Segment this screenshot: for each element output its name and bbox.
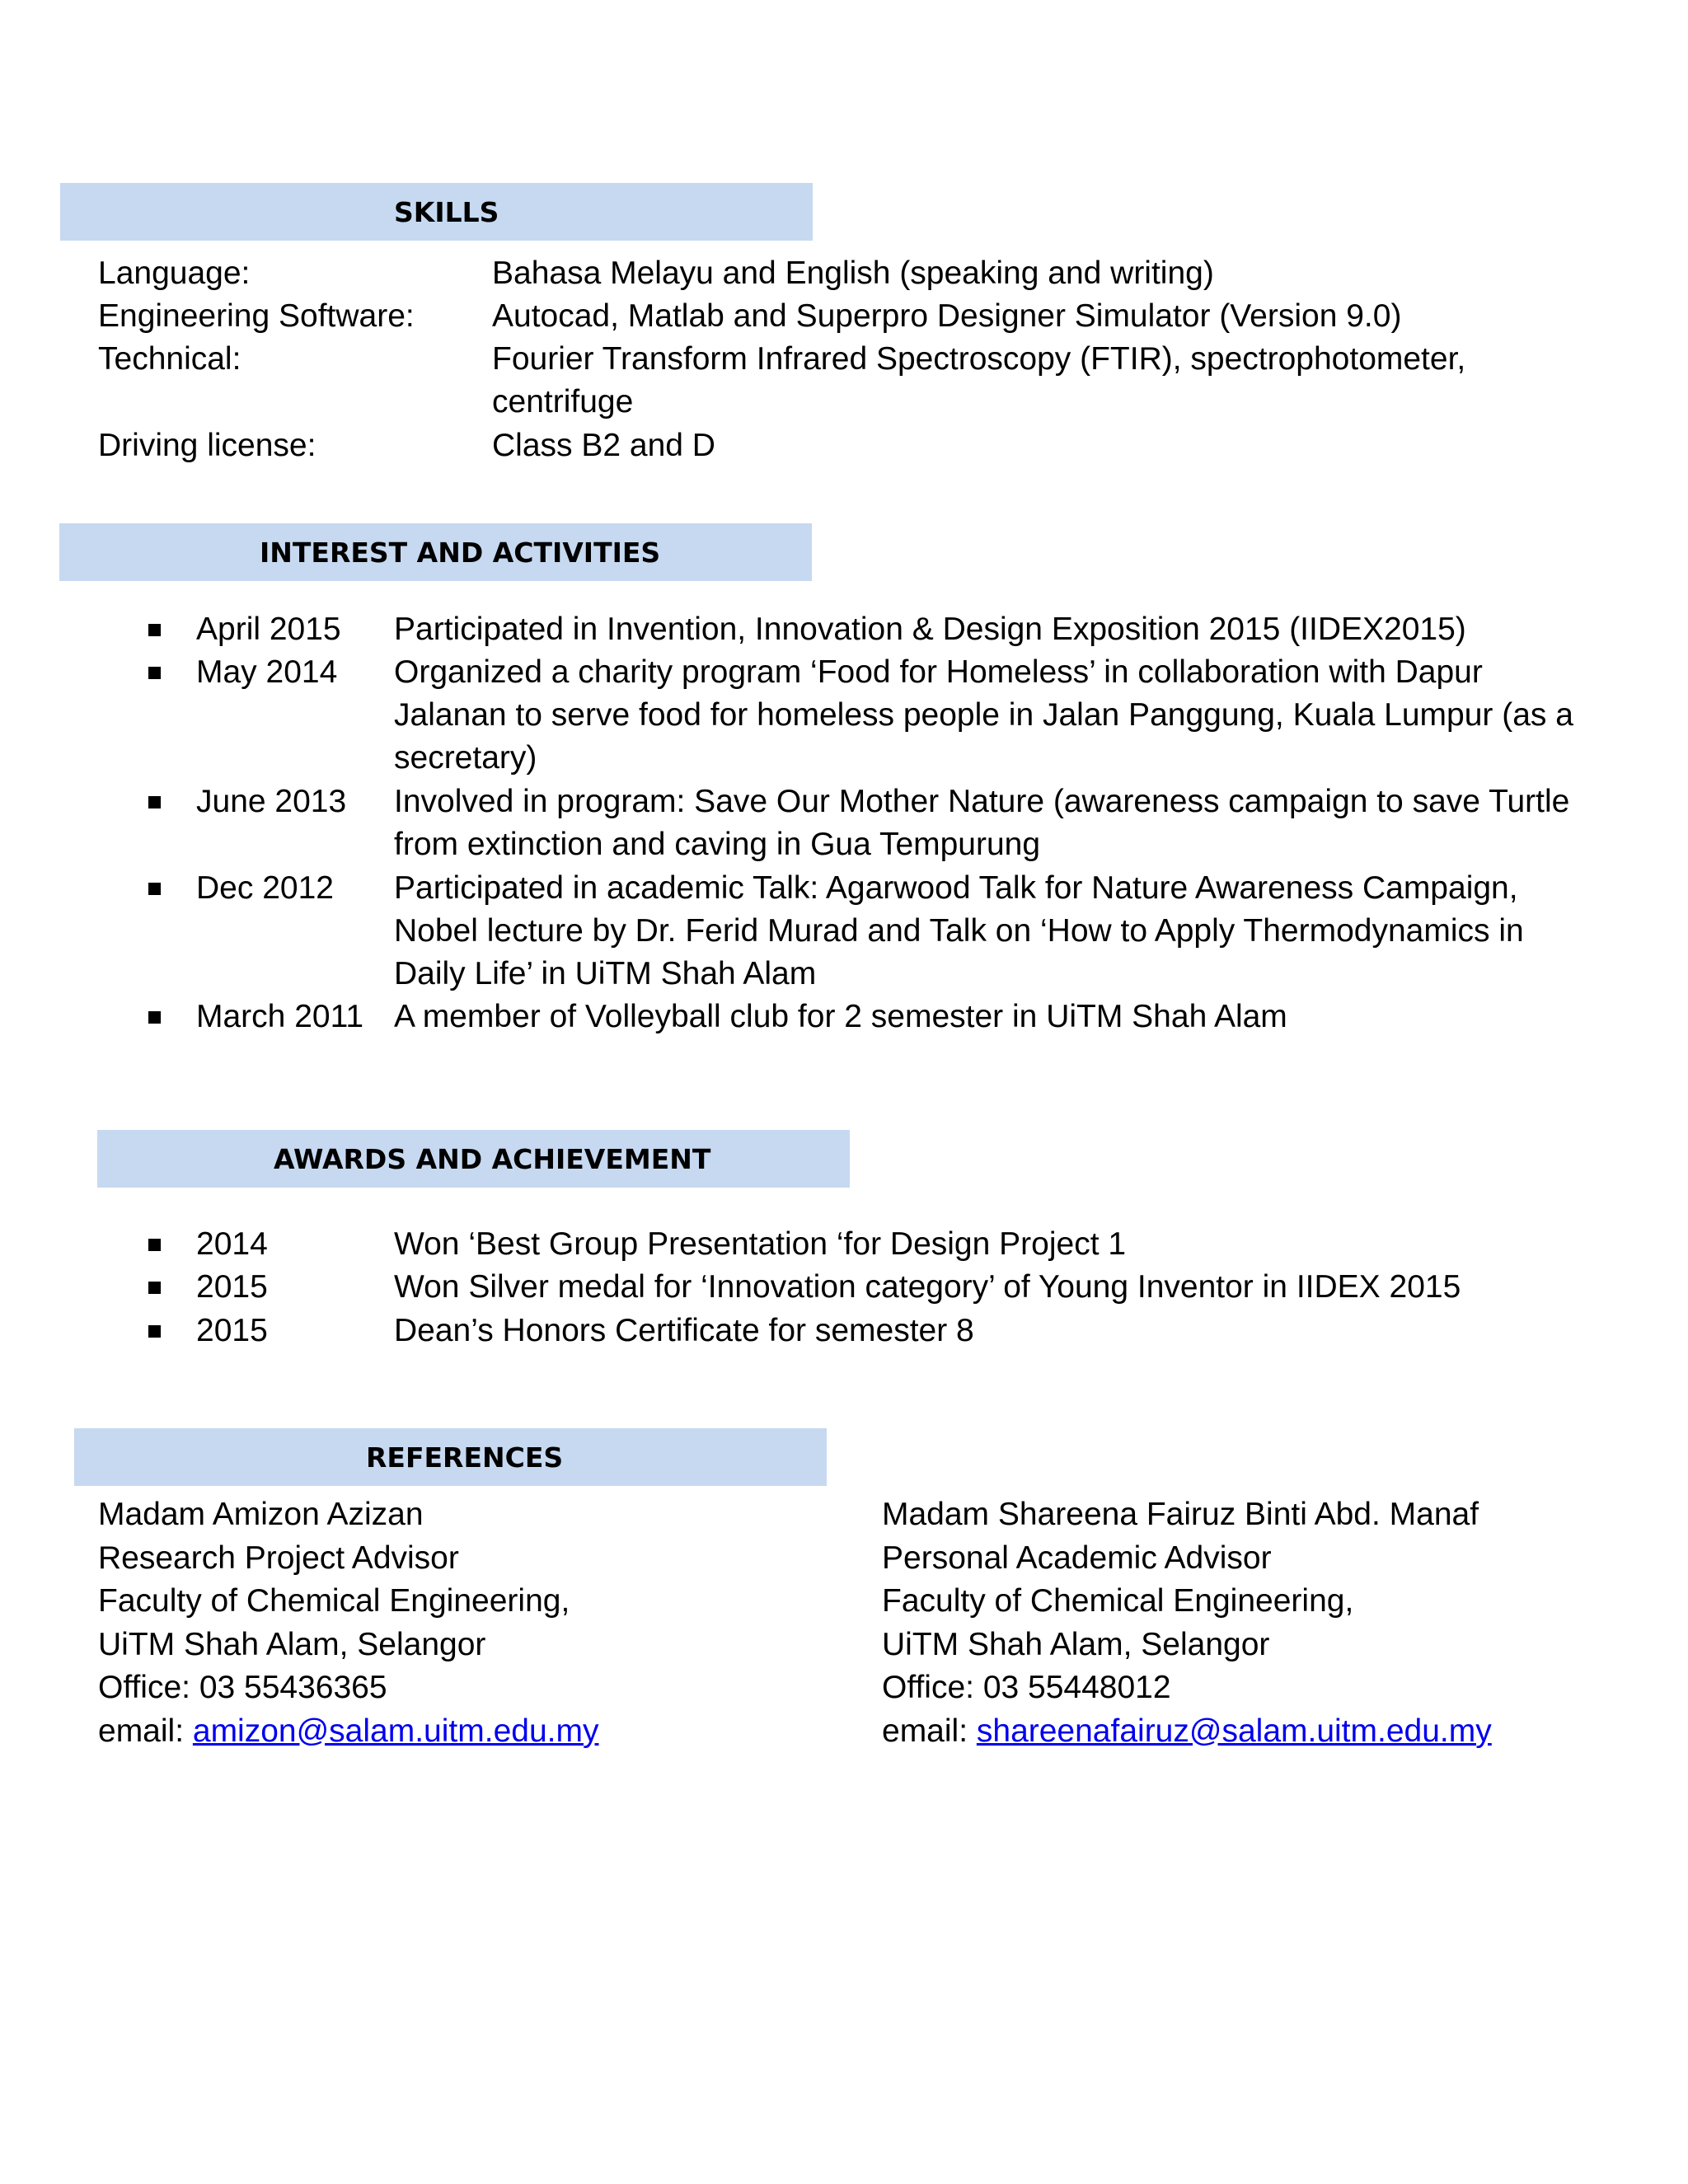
skill-label-language: Language: [98, 255, 251, 291]
skill-value-language: Bahasa Melayu and English (speaking and writing) [492, 255, 1214, 291]
award-year: 2015 [196, 1313, 268, 1348]
awards-heading: AWARDS AND ACHIEVEMENT [274, 1142, 711, 1175]
reference-name: Madam Amizon Azizan [98, 1497, 424, 1532]
reference-email-line [882, 1710, 1492, 1754]
award-text: Dean’s Honors Certificate for semester 8 [394, 1313, 974, 1348]
interest-date: March 2011 [196, 999, 364, 1034]
reference-faculty: Faculty of Chemical Engineering, [882, 1583, 1354, 1619]
bullet-icon [148, 1239, 161, 1251]
skill-value-driving: Class B2 and D [492, 428, 715, 463]
reference-office: Office: 03 55436365 [98, 1670, 387, 1705]
skill-value-software: Autocad, Matlab and Superpro Designer Simulator (Version 9.0) [492, 298, 1402, 334]
reference-card-1 [98, 1493, 598, 1753]
interest-date: Dec 2012 [196, 870, 334, 906]
bullet-icon [148, 883, 161, 895]
reference-location: UiTM Shah Alam, Selangor [98, 1626, 486, 1662]
bullet-icon [148, 1011, 161, 1024]
bullet-icon [148, 624, 161, 636]
skills-heading: SKILLS [394, 195, 499, 228]
award-text: Won ‘Best Group Presentation ‘for Design Project 1 [394, 1226, 1127, 1262]
skill-value-technical: Fourier Transform Infrared Spectroscopy (FTIR), spectrophotometer, centrifuge [492, 341, 1466, 419]
interests-heading: INTEREST AND ACTIVITIES [260, 536, 661, 569]
reference-email-label: email: [882, 1713, 977, 1749]
award-text: Won Silver medal for ‘Innovation category’ of Young Inventor in IIDEX 2015 [394, 1269, 1461, 1305]
interest-date: May 2014 [196, 654, 338, 690]
skills-heading-bar [60, 183, 813, 241]
references-heading-bar [74, 1428, 827, 1486]
reference-office: Office: 03 55448012 [882, 1670, 1171, 1705]
reference-faculty: Faculty of Chemical Engineering, [98, 1583, 570, 1619]
award-year: 2015 [196, 1269, 268, 1305]
reference-email-link[interactable]: shareenafairuz@salam.uitm.edu.my [976, 1713, 1492, 1749]
interest-date: April 2015 [196, 612, 341, 647]
skill-label-software: Engineering Software: [98, 298, 415, 334]
bullet-icon [148, 1325, 161, 1338]
interest-text: Participated in academic Talk: Agarwood Talk for Nature Awareness Campaign, Nobel lecture by Dr. Ferid Murad and Talk on ‘How to Apply Thermodynamics in Daily Life’ in UiTM Shah Alam [394, 870, 1524, 991]
bullet-icon [148, 796, 161, 808]
reference-role: Personal Academic Advisor [882, 1540, 1272, 1576]
award-year: 2014 [196, 1226, 268, 1262]
interest-text: Organized a charity program ‘Food for Homeless’ in collaboration with Dapur Jalanan to serve food for homeless people in Jalan Panggung, Kuala Lumpur (as a secretary) [394, 654, 1573, 776]
skill-label-driving: Driving license: [98, 428, 316, 463]
skill-label-technical: Technical: [98, 341, 241, 377]
interest-date: June 2013 [196, 784, 347, 819]
interests-heading-bar [59, 523, 812, 581]
bullet-icon [148, 667, 161, 679]
reference-card-2 [882, 1493, 1492, 1753]
references-heading: REFERENCES [366, 1441, 564, 1474]
reference-name: Madam Shareena Fairuz Binti Abd. Manaf [882, 1497, 1479, 1532]
reference-location: UiTM Shah Alam, Selangor [882, 1626, 1270, 1662]
reference-email-label: email: [98, 1713, 193, 1749]
interest-text: Participated in Invention, Innovation & Design Exposition 2015 (IIDEX2015) [394, 612, 1466, 647]
reference-email-line [98, 1710, 598, 1754]
awards-heading-bar [97, 1130, 850, 1188]
interest-text: Involved in program: Save Our Mother Nature (awareness campaign to save Turtle from extinction and caving in Gua Tempurung [394, 784, 1570, 862]
reference-email-link[interactable]: amizon@salam.uitm.edu.my [192, 1713, 599, 1749]
reference-role: Research Project Advisor [98, 1540, 459, 1576]
interest-text: A member of Volleyball club for 2 semester in UiTM Shah Alam [394, 999, 1287, 1034]
bullet-icon [148, 1282, 161, 1294]
